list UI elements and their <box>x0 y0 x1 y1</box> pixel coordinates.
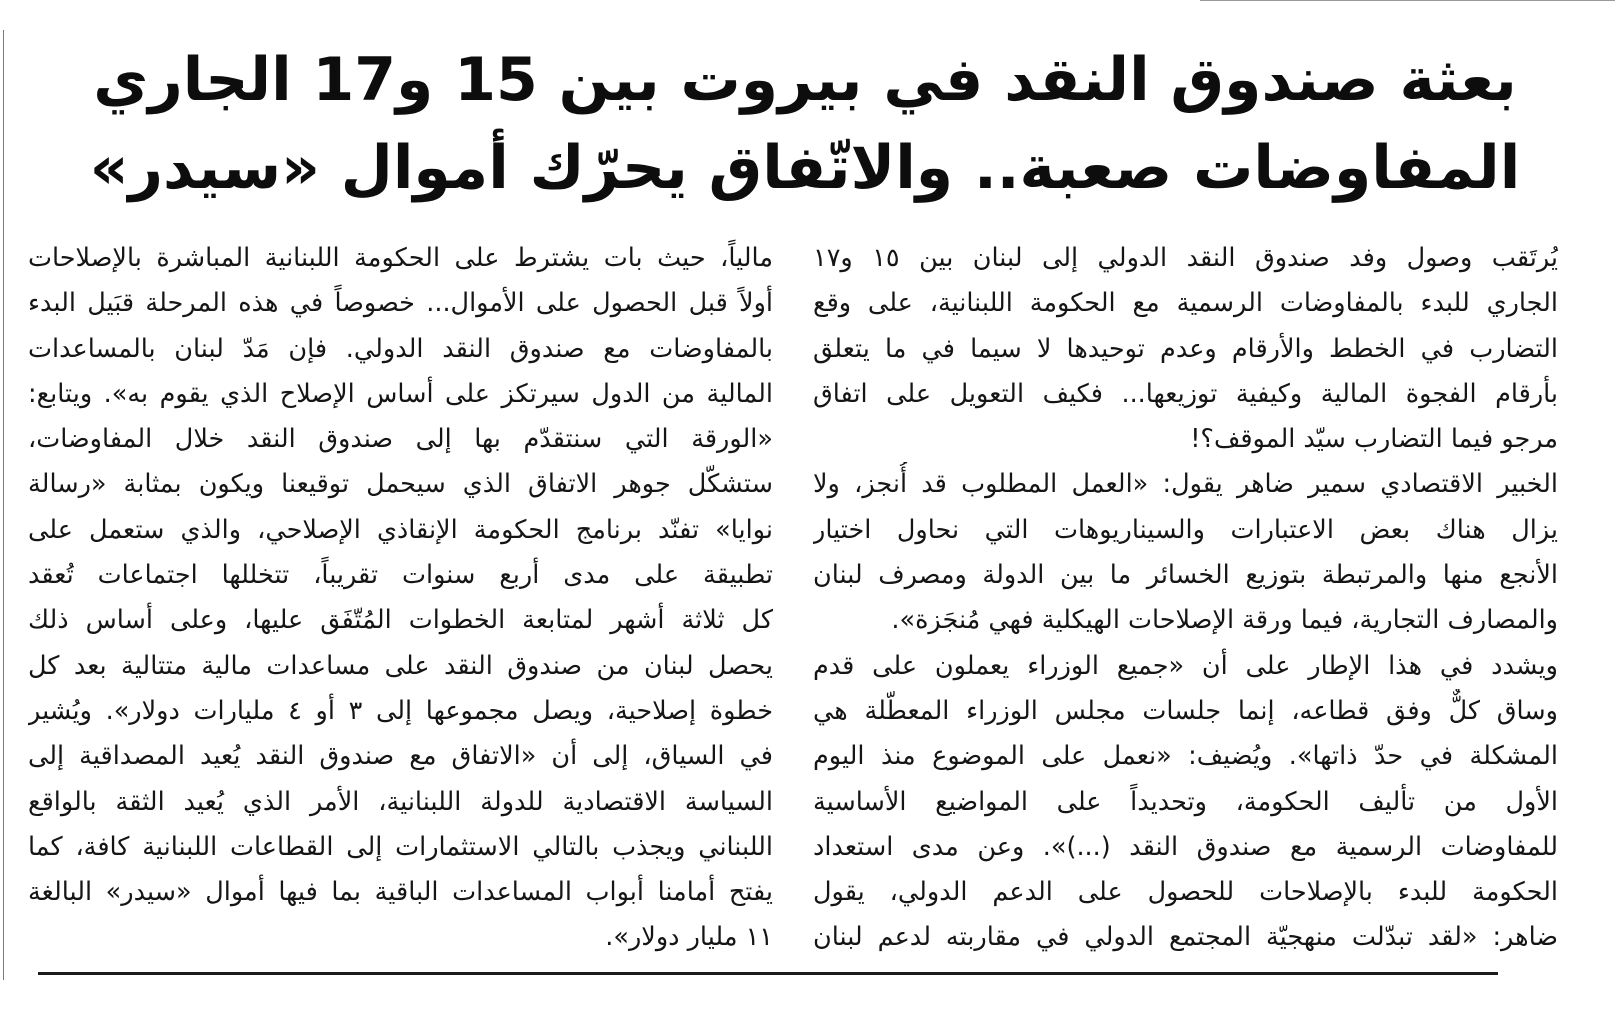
column-right-line: الحكومة للبدء بالإصلاحات للحصول على الدعم الدولي، يقول <box>813 877 1558 908</box>
article-headline <box>40 36 1570 212</box>
column-right-line: بأرقام الفجوة المالية وكيفية توزيعها... فكيف التعويل على اتفاق <box>813 378 1558 409</box>
column-right-line: مرجو فيما التضارب سيّد الموقف؟! <box>1190 424 1558 455</box>
column-right-line: المشكلة في حدّ ذاتها». ويُضيف: «نعمل على الموضوع منذ اليوم <box>813 741 1558 772</box>
column-right-line: ويشدد في هذا الإطار على أن «جميع الوزراء يعملون على قدم <box>813 650 1558 681</box>
column-left-line: بالمفاوضات مع صندوق النقد الدولي. فإن مَدّ لبنان بالمساعدات <box>28 333 773 364</box>
column-right-line: وساق كلٌّ وفق قطاعه، إنما جلسات مجلس الوزراء المعطّلة هي <box>813 695 1558 726</box>
column-left-line: ستشكّل جوهر الاتفاق الذي سيحمل توقيعنا ويكون بمثابة «رسالة <box>28 469 773 500</box>
bottom-divider <box>38 972 1498 975</box>
column-right-line: الخبير الاقتصادي سمير ضاهر يقول: «العمل المطلوب قد أُنجز، ولا <box>813 469 1558 500</box>
column-left-line: تطبيقة على مدى أربع سنوات تقريباً، تتخللها اجتماعات تُعقد <box>28 560 773 591</box>
column-left-line: كل ثلاثة أشهر لمتابعة الخطوات المُتّفَق عليها، وعلى أساس ذلك <box>28 605 773 636</box>
left-column-rule <box>3 30 4 980</box>
column-left-line: المالية من الدول سيرتكز على أساس الإصلاح الذي يقوم به». ويتابع: <box>28 378 773 409</box>
column-right-line: ضاهر: «لقد تبدّلت منهجيّة المجتمع الدولي في مقاربته لدعم لبنان <box>813 922 1558 953</box>
column-right-line: الأنجع منها والمرتبطة بتوزيع الخسائر ما بين الدولة ومصرف لبنان <box>813 560 1558 591</box>
column-right-line: للمفاوضات الرسمية مع صندوق النقد (...)». وعن مدى استعداد <box>813 831 1558 862</box>
column-left-line: يحصل لبنان من صندوق النقد على مساعدات مالية متتالية بعد كل <box>28 650 773 681</box>
column-left-line: نوايا» تفنّد برنامج الحكومة الإنقاذي الإصلاحي، والذي ستعمل على <box>28 514 773 545</box>
column-left-line: ١١ مليار دولار». <box>605 922 773 953</box>
column-left-line: يفتح أمامنا أبواب المساعدات الباقية بما فيها أموال «سيدر» البالغة <box>28 877 773 908</box>
column-left-line: السياسة الاقتصادية للدولة اللبنانية، الأمر الذي يُعيد الثقة بالواقع <box>28 786 773 817</box>
headline-line-1: بعثة صندوق النقد في بيروت بين 15 و17 الجاري <box>93 45 1517 115</box>
article-body <box>28 236 1558 996</box>
column-right-line: الجاري للبدء بالمفاوضات الرسمية مع الحكومة اللبنانية، على وقع <box>813 288 1558 319</box>
column-left-line: في السياق، إلى أن «الاتفاق مع صندوق النقد يُعيد المصداقية إلى <box>28 741 773 772</box>
column-left-line: خطوة إصلاحية، ويصل مجموعها إلى ٣ أو ٤ مليارات دولار». ويُشير <box>28 695 773 726</box>
column-right-line: يُرتَقب وصول وفد صندوق النقد الدولي إلى لبنان بين ١٥ و١٧ <box>813 243 1558 273</box>
top-divider <box>1200 0 1615 5</box>
column-right-line: يزال هناك بعض الاعتبارات والسيناريوهات التي نحاول اختيار <box>813 514 1558 545</box>
article-column-left <box>28 236 773 961</box>
column-right-line: التضارب في الخطط والأرقام وعدم توحيدها لا سيما في ما يتعلق <box>813 333 1558 364</box>
article-column-right <box>813 236 1558 961</box>
column-left-line: مالياً، حيث بات يشترط على الحكومة اللبنانية المباشرة بالإصلاحات <box>28 243 773 273</box>
column-right-line: والمصارف التجارية، فيما ورقة الإصلاحات الهيكلية فهي مُنجَزة». <box>891 605 1558 636</box>
column-left-line: أولاً قبل الحصول على الأموال... خصوصاً في هذه المرحلة قبَيل البدء <box>28 288 773 319</box>
headline-line-2: المفاوضات صعبة.. والاتّفاق يحرّك أموال «سيدر» <box>89 133 1521 203</box>
column-left-line: اللبناني ويجذب بالتالي الاستثمارات إلى القطاعات اللبنانية كافة، كما <box>28 831 773 862</box>
column-right-line: الأول من تأليف الحكومة، وتحديداً على المواضيع الأساسية <box>813 786 1558 817</box>
column-left-line: «الورقة التي سنتقدّم بها إلى صندوق النقد خلال المفاوضات، <box>28 424 773 455</box>
